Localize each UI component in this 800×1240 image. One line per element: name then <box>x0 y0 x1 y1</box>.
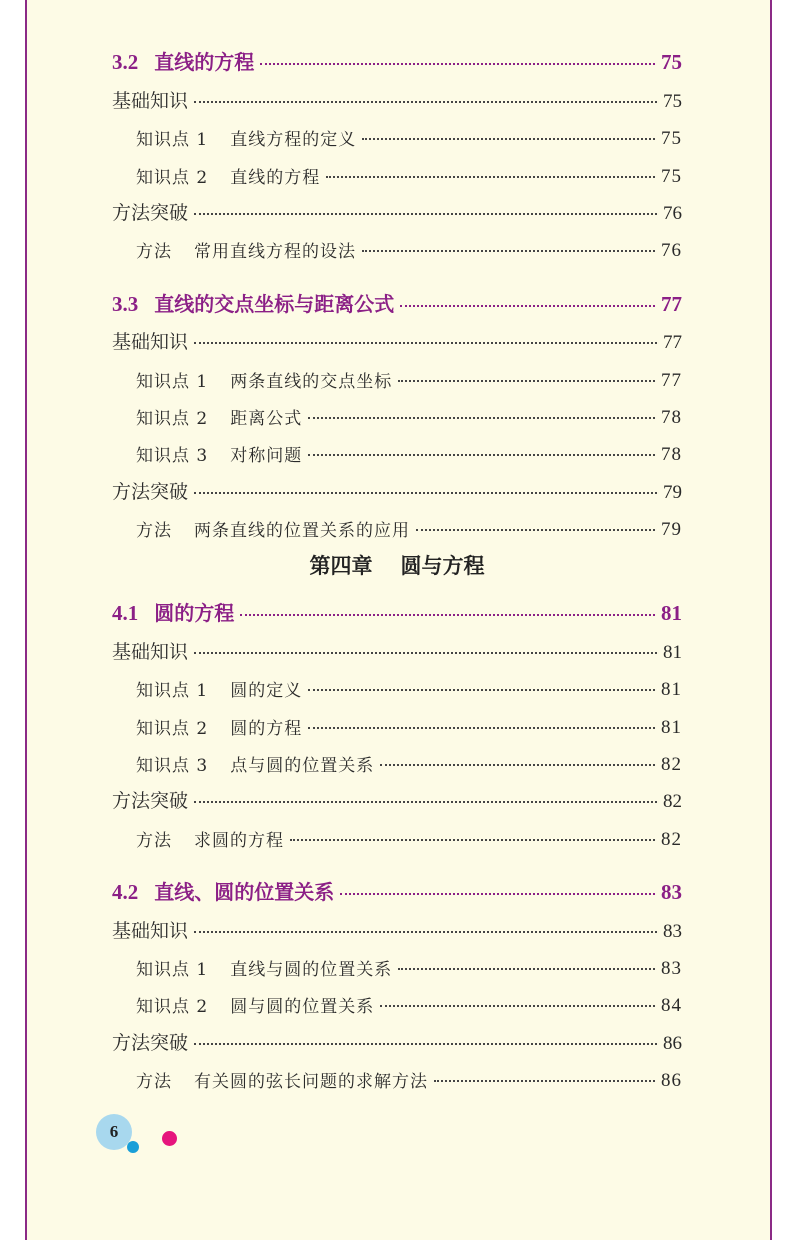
page-ref: 81 <box>661 716 682 738</box>
toc-entry-knowledge-point[interactable] <box>112 392 682 429</box>
table-of-contents <box>112 38 682 1092</box>
spacer <box>112 262 682 279</box>
leader-dots <box>308 689 655 691</box>
toc-entry-methods[interactable] <box>112 188 682 225</box>
entry-title: 直线与圆的位置关系 <box>230 959 393 980</box>
page-ref: 78 <box>661 444 682 466</box>
page-ref: 83 <box>661 880 682 905</box>
page-ref: 78 <box>661 406 682 428</box>
entry-code: 知识点 1 <box>136 130 209 151</box>
entry-code: 知识点 1 <box>136 371 209 392</box>
page-ref: 83 <box>663 920 682 942</box>
entry-code: 知识点 2 <box>136 167 209 188</box>
entry-label: 方法突破 <box>112 201 189 224</box>
leader-dots <box>398 968 655 970</box>
section-4-2[interactable] <box>112 868 682 905</box>
leader-dots <box>194 931 657 933</box>
page-ref: 84 <box>661 995 682 1017</box>
entry-title: 求圆的方程 <box>194 830 284 851</box>
section-3-3[interactable] <box>112 279 682 316</box>
leader-dots <box>340 893 655 895</box>
entry-label: 基础知识 <box>112 919 189 942</box>
section-title: 直线的方程 <box>154 50 255 75</box>
entry-label: 基础知识 <box>112 89 189 112</box>
section-4-1[interactable] <box>112 589 682 626</box>
leader-dots <box>416 529 655 531</box>
spacer <box>112 851 682 868</box>
page-ref: 75 <box>661 128 682 150</box>
toc-entry-basics[interactable] <box>112 905 682 942</box>
toc-entry-method[interactable] <box>112 1055 682 1092</box>
leader-dots <box>380 764 655 766</box>
page-ref: 79 <box>661 519 682 541</box>
chapter-number: 第四章 <box>309 554 373 579</box>
section-3-2[interactable] <box>112 38 682 75</box>
page-ref: 82 <box>663 791 682 813</box>
toc-entry-knowledge-point[interactable] <box>112 354 682 391</box>
entry-title: 直线的方程 <box>230 167 321 188</box>
entry-title: 常用直线方程的设法 <box>194 242 356 263</box>
leader-dots <box>240 614 655 616</box>
toc-entry-knowledge-point[interactable] <box>112 980 682 1017</box>
toc-entry-knowledge-point[interactable] <box>112 943 682 980</box>
leader-dots <box>194 801 657 803</box>
page-ref: 77 <box>661 291 682 316</box>
page-ref: 82 <box>661 828 682 850</box>
toc-entry-knowledge-point[interactable] <box>112 429 682 466</box>
entry-code: 方法 <box>136 1072 172 1093</box>
toc-entry-knowledge-point[interactable] <box>112 150 682 187</box>
section-number: 3.3 <box>112 291 139 316</box>
entry-code: 方法 <box>136 242 172 263</box>
section-title: 直线的交点坐标与距离公式 <box>154 291 395 316</box>
page-ref: 83 <box>661 957 682 979</box>
entry-label: 方法突破 <box>112 1031 189 1054</box>
entry-title: 直线方程的定义 <box>230 130 357 151</box>
entry-code: 知识点 2 <box>136 718 209 739</box>
page-ref: 77 <box>661 369 682 391</box>
entry-title: 点与圆的位置关系 <box>230 756 375 777</box>
entry-code: 知识点 2 <box>136 997 209 1018</box>
toc-entry-method[interactable] <box>112 504 682 541</box>
leader-dots <box>400 305 655 307</box>
leader-dots <box>194 492 657 494</box>
toc-entry-knowledge-point[interactable] <box>112 664 682 701</box>
leader-dots <box>260 63 655 65</box>
toc-entry-knowledge-point[interactable] <box>112 701 682 738</box>
toc-entry-basics[interactable] <box>112 317 682 354</box>
entry-label: 方法突破 <box>112 480 189 503</box>
page-ref: 75 <box>663 90 682 112</box>
leader-dots <box>194 213 657 215</box>
leader-dots <box>290 839 655 841</box>
entry-code: 知识点 3 <box>136 756 209 777</box>
entry-label: 基础知识 <box>112 331 189 354</box>
entry-code: 方法 <box>136 521 172 542</box>
leader-dots <box>362 250 655 252</box>
section-number: 3.2 <box>112 50 139 75</box>
toc-entry-method[interactable] <box>112 225 682 262</box>
entry-title: 有关圆的弦长问题的求解方法 <box>194 1072 428 1093</box>
page-ref: 75 <box>661 165 682 187</box>
entry-label: 基础知识 <box>112 640 189 663</box>
leader-dots <box>434 1080 655 1082</box>
entry-code: 知识点 2 <box>136 408 209 429</box>
entry-code: 知识点 1 <box>136 959 209 980</box>
leader-dots <box>308 417 655 419</box>
page-ref: 86 <box>663 1032 682 1054</box>
section-title: 圆的方程 <box>154 601 235 626</box>
leader-dots <box>194 652 657 654</box>
chapter-heading <box>112 541 682 589</box>
toc-entry-knowledge-point[interactable] <box>112 113 682 150</box>
toc-entry-basics[interactable] <box>112 75 682 112</box>
page-ref: 81 <box>661 601 682 626</box>
section-title: 直线、圆的位置关系 <box>154 880 335 905</box>
chapter-title: 圆与方程 <box>400 554 485 579</box>
leader-dots <box>194 342 657 344</box>
toc-entry-knowledge-point[interactable] <box>112 739 682 776</box>
section-number: 4.2 <box>112 880 139 905</box>
page-number: 6 <box>109 1122 119 1141</box>
leader-dots <box>194 101 657 103</box>
toc-entry-methods[interactable] <box>112 1017 682 1054</box>
page-ref: 77 <box>663 332 682 354</box>
page-ref: 79 <box>663 481 682 503</box>
decorative-dot-blue <box>127 1141 139 1153</box>
entry-title: 圆的方程 <box>230 718 303 739</box>
page-ref: 81 <box>661 679 682 701</box>
entry-title: 对称问题 <box>230 446 303 467</box>
section-number: 4.1 <box>112 601 139 626</box>
toc-entry-methods[interactable] <box>112 466 682 503</box>
toc-entry-methods[interactable] <box>112 776 682 813</box>
entry-title: 距离公式 <box>230 408 303 429</box>
decorative-dot-pink <box>162 1131 177 1146</box>
leader-dots <box>308 727 655 729</box>
page-ref: 82 <box>661 754 682 776</box>
entry-title: 圆的定义 <box>230 681 303 702</box>
leader-dots <box>308 454 655 456</box>
leader-dots <box>362 138 655 140</box>
entry-title: 圆与圆的位置关系 <box>230 997 375 1018</box>
entry-code: 知识点 1 <box>136 681 209 702</box>
page-ref: 86 <box>661 1070 682 1092</box>
page-ref: 75 <box>661 50 682 75</box>
leader-dots <box>380 1005 655 1007</box>
page-ref: 81 <box>663 641 682 663</box>
page-ref: 76 <box>661 240 682 262</box>
leader-dots <box>194 1043 657 1045</box>
entry-title: 两条直线的位置关系的应用 <box>194 521 410 542</box>
toc-entry-basics[interactable] <box>112 626 682 663</box>
entry-code: 方法 <box>136 830 172 851</box>
leader-dots <box>398 380 655 382</box>
entry-label: 方法突破 <box>112 790 189 813</box>
entry-title: 两条直线的交点坐标 <box>230 371 393 392</box>
page-ref: 76 <box>663 202 682 224</box>
toc-entry-method[interactable] <box>112 813 682 850</box>
entry-code: 知识点 3 <box>136 446 209 467</box>
leader-dots <box>326 176 655 178</box>
